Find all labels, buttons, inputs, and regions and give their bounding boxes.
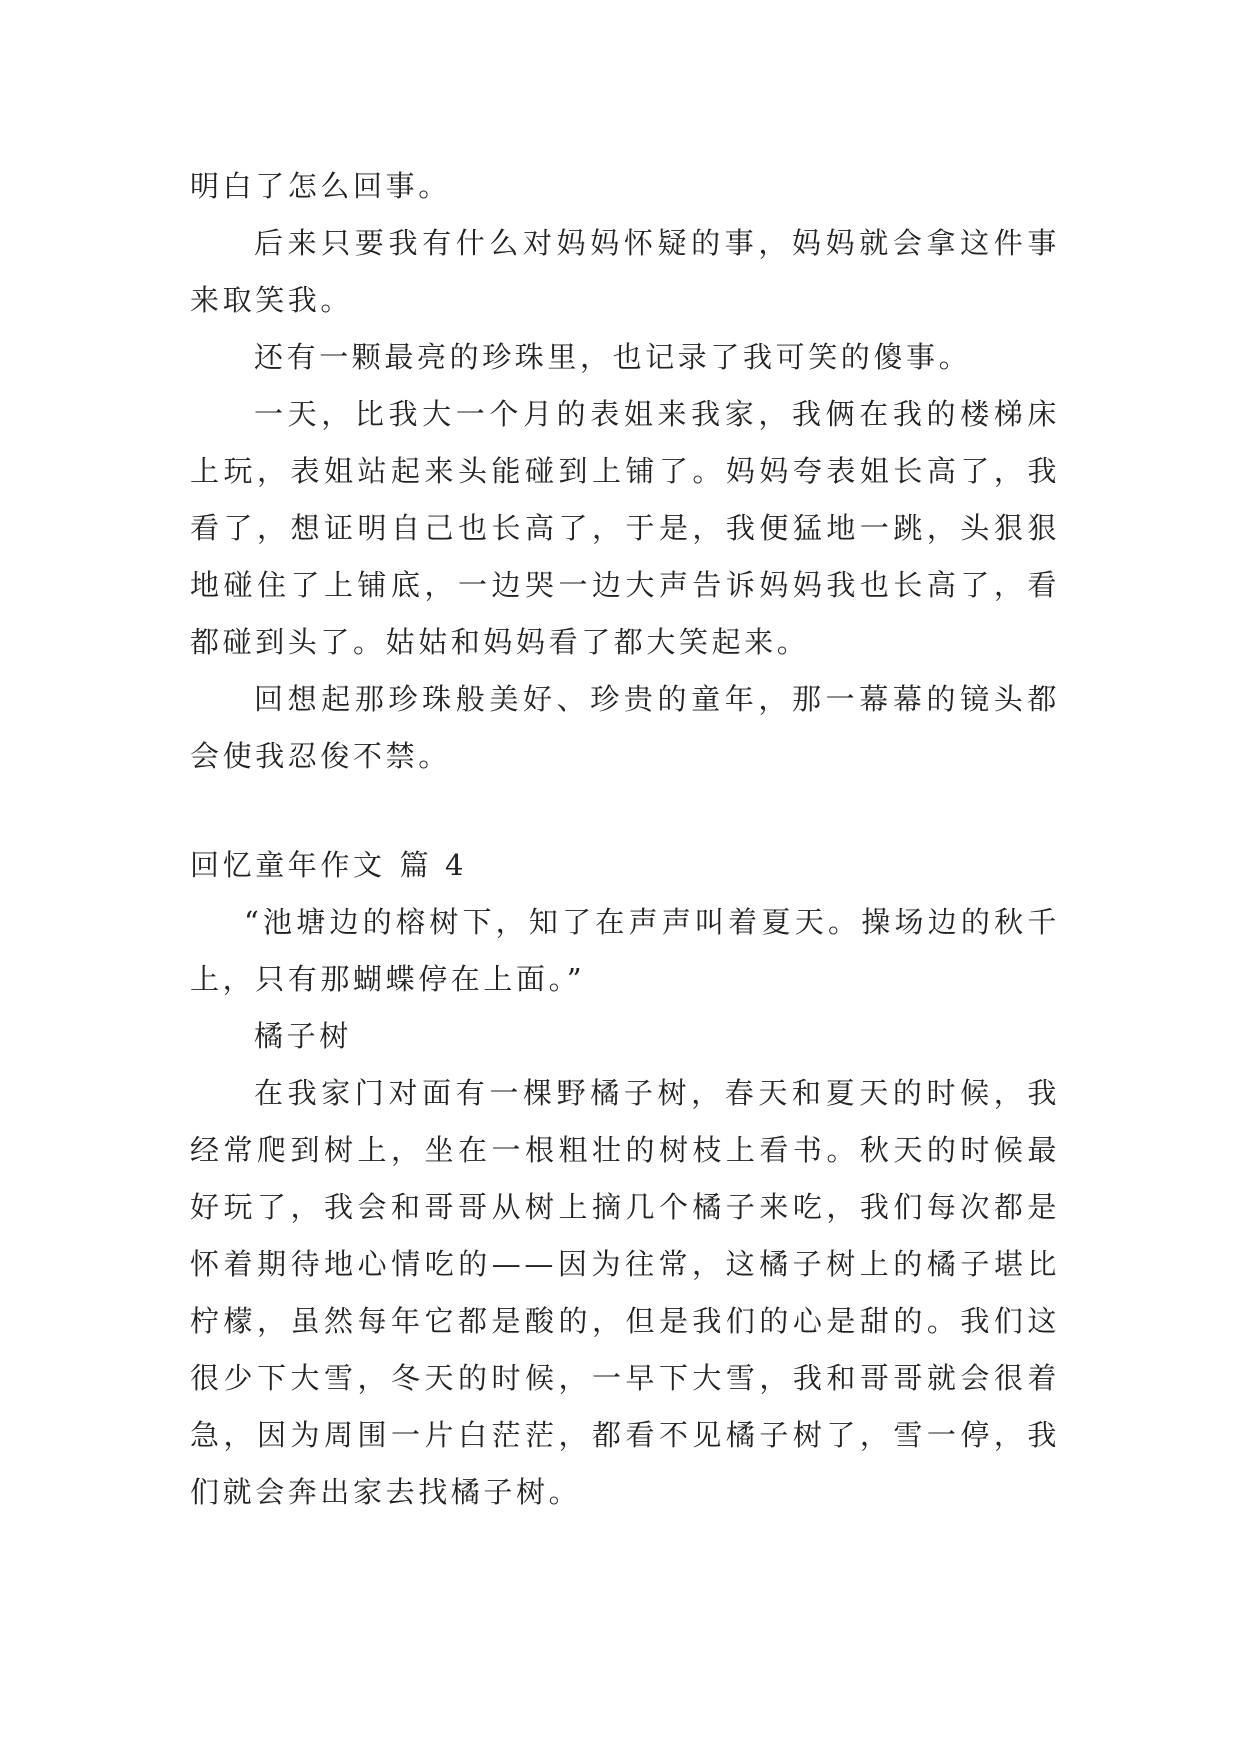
quote-paragraph: “池塘边的榕树下，知了在声声叫着夏天。操场边的秋千上，只有那蝴蝶停在上面。” [190,905,1060,996]
paragraph: 在我家门对面有一棵野橘子树，春天和夏天的时候，我经常爬到树上，坐在一根粗壮的树枝上看书。秋天的时候最好玩了，我会和哥哥从树上摘几个橘子来吃，我们每次都是怀着期待地心情吃的——因为往常，这橘子树上的橘子堪比柠檬，虽然每年它都是酸的，但是我们的心是甜的。我们这很少下大雪，冬天的时候，一早下大雪，我和哥哥就会很着急，因为周围一片白茫茫，都看不见橘子树了，雪一停，我们就会奔出家去找橘子树。 [190,1076,1060,1509]
paragraph: 还有一颗最亮的珍珠里，也记录了我可笑的傻事。 [254,340,972,374]
paragraph: 一天，比我大一个月的表姐来我家，我俩在我的楼梯床上玩，表姐站起来头能碰到上铺了。妈妈夸表姐长高了，我看了，想证明自己也长高了，于是，我便猛地一跳，头狠狠地碰住了上铺底，一边哭一边大声告诉妈妈我也长高了，看都碰到头了。姑姑和妈妈看了都大笑起来。 [190,397,1060,659]
document-body [190,158,1060,1521]
story-subtitle: 橘子树 [254,1019,352,1053]
paragraph: 回想起那珍珠般美好、珍贵的童年，那一幕幕的镜头都会使我忍俊不禁。 [190,682,1060,773]
paragraph-continuation: 明白了怎么回事。 [190,169,451,203]
section-heading [190,837,1060,894]
section-title: 回忆童年作文 [190,848,386,882]
section-number: 篇 4 [399,848,468,882]
paragraph: 后来只要我有什么对妈妈怀疑的事，妈妈就会拿这件事来取笑我。 [190,226,1060,317]
